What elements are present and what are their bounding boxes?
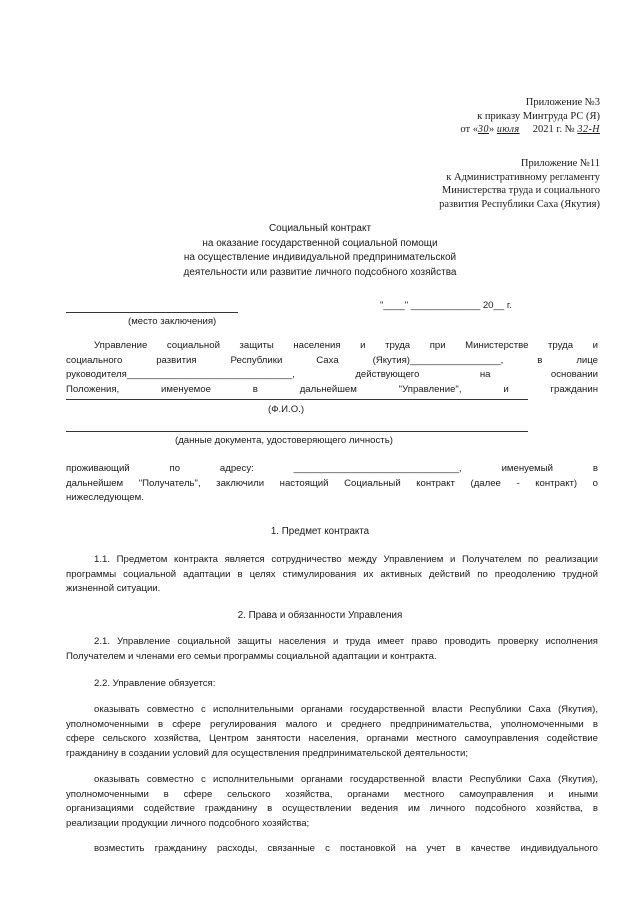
obligation-2: оказывать совместно с исполнительными органами государственной власти Республики Саха (Якутия), уполномоченными в сфере сельского хозяйства, органами местного самоуправления и иными организациями содействие гражданину в осуществлении ведения им личного подсобного хозяйства, в реализации продукции личного подсобного хозяйства; [66,774,598,829]
appendix-3-title: Приложение №3 [525,97,600,108]
intro-paragraph: Управление социальной защиты населения и труда при Министерстве труда и социального развития Республики Саха (Якутия)_________________, в лице руководителя_______________________________, действующего на основании Положения, именуемое в дальнейшем "Управление", и гражданин [66,340,598,395]
handwritten-month: июля [496,124,520,135]
handwritten-day: 30 [477,124,489,135]
appendix-11-title: Приложение №11 [520,158,600,169]
document-title: Социальный контракт на оказание государственной социальной помощи на осуществление индивидуальной предпринимательской деятельности или развитие личного подсобного хозяйства [183,223,457,278]
document-caption: (данные документа, удостоверяющего личность) [175,435,393,446]
fio-caption: (Ф.И.О.) [268,404,305,415]
fio-blank-line [66,399,528,400]
document-blank-line [66,431,528,432]
address-paragraph: проживающий по адресу: _______________________________, именуемый в дальнейшем "Получатель", заключили настоящий Социальный контракт (далее - контракт) о нижеследующем. [66,463,598,504]
appendix-3-header [460,96,600,137]
appendix-3-date: от «30» июля 2021 г. № 32-Н [460,124,600,135]
section-1-paragraph: 1.1. Предметом контракта является сотрудничество между Управлением и Получателем по реализации программы социальной адаптации в целях стимулирования их активных действий по преодолению трудной жизненной ситуации. [66,554,598,595]
handwritten-number: 32-Н [577,124,600,135]
section-2-2-paragraph: 2.2. Управление обязуется: [94,678,216,689]
place-caption: (место заключения) [128,316,217,327]
appendix-3-order: к приказу Минтруда РС (Я) [477,110,600,122]
obligation-1: оказывать совместно с исполнительными органами государственной власти Республики Саха (Якутия), уполномоченными в сфере регулирования малого и среднего предпринимательства, уполномоченными в сфере сельского хозяйства, Центром занятости населения, органами местного самоуправления содействие гражданину в создании условий для осуществления предпринимательской деятельности; [66,704,598,759]
section-2-heading: 2. Права и обязанности Управления [237,610,403,621]
contract-date-blank: "____" _____________ 20__ г. [380,300,512,311]
place-blank-line [66,312,238,313]
section-1-heading: 1. Предмет контракта [270,526,370,537]
section-2-1-paragraph: 2.1. Управление социальной защиты населения и труда имеет право проводить проверку исполнения Получателем и членами его семьи программы социальной адаптации и контракта. [66,636,598,662]
obligation-3: возместить гражданину расходы, связанные с постановкой на учет в качестве индивидуального [94,843,598,854]
appendix-11-header: Приложение №11 к Административному регламенту Министерства труда и социального развития Республики Саха (Якутия) [439,158,600,210]
